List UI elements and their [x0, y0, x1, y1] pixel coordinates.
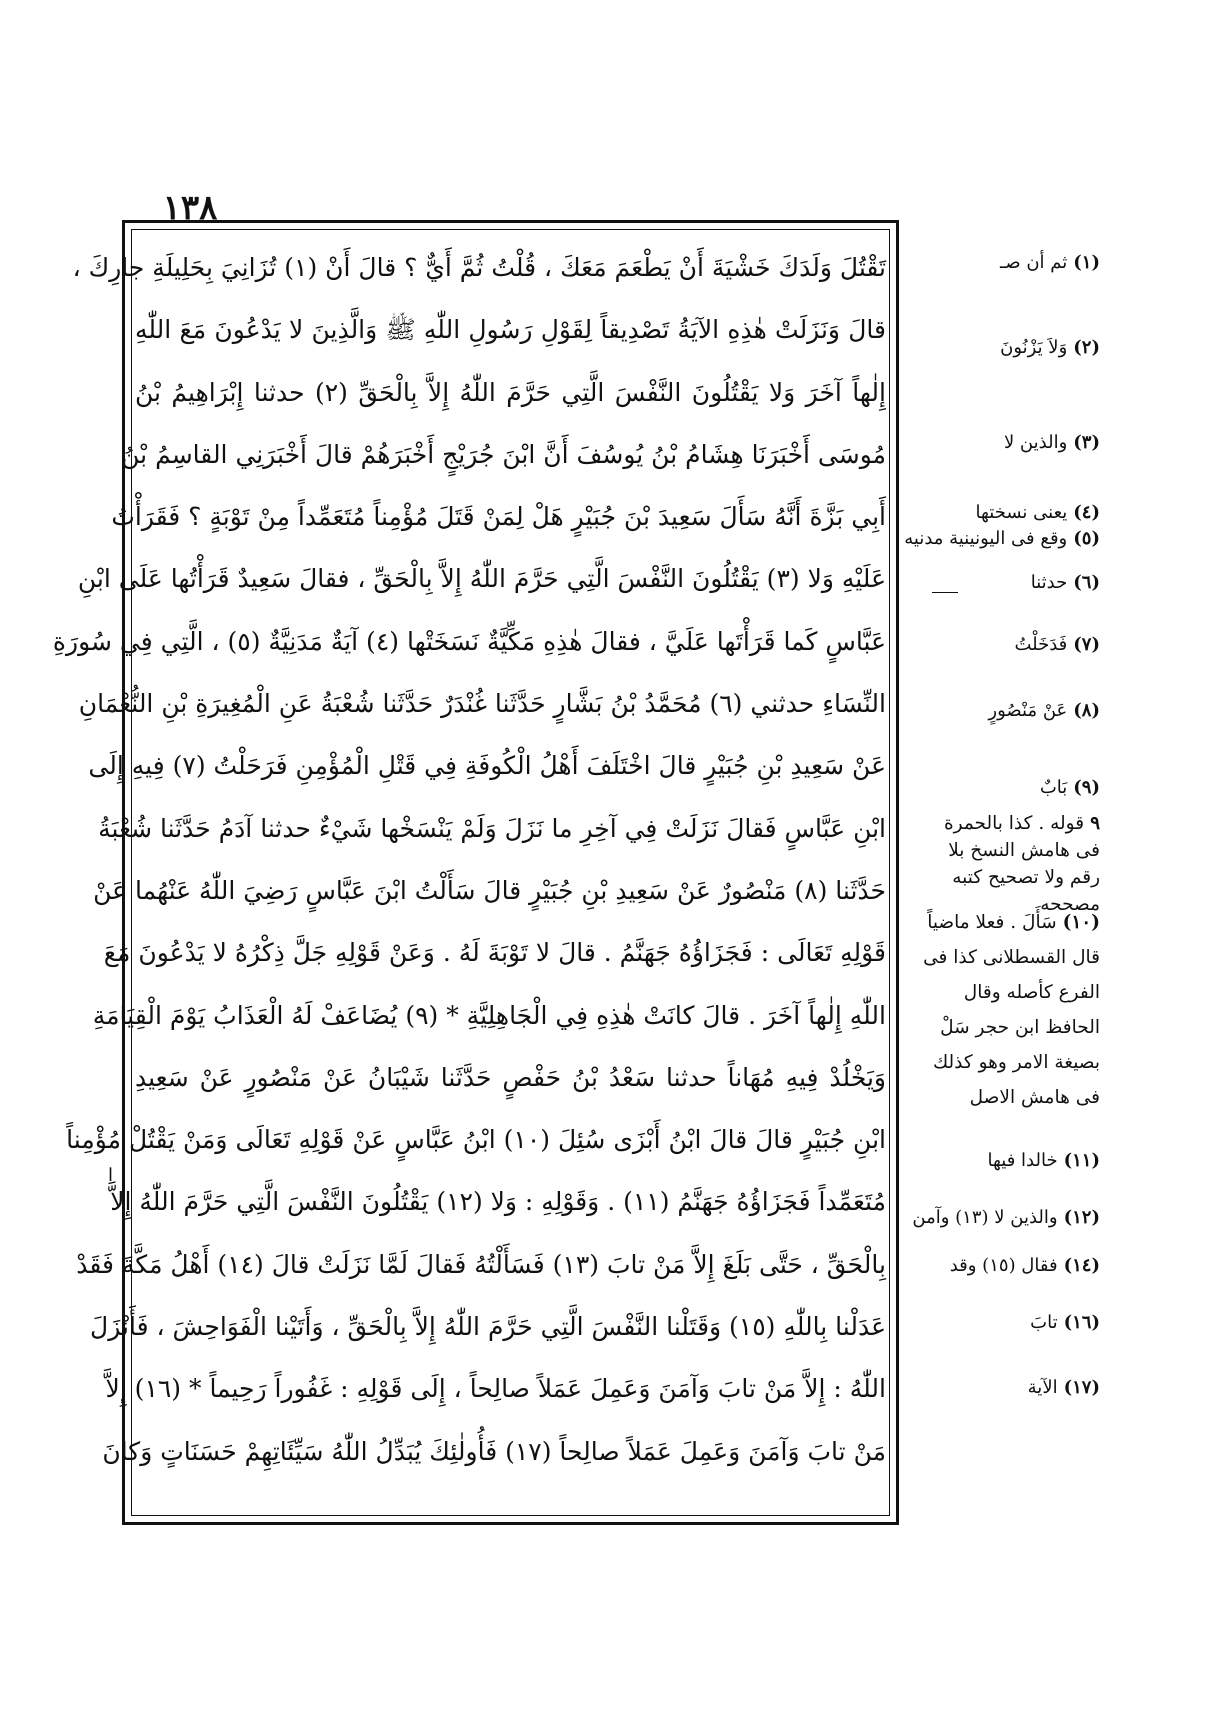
margin-note-number: (١٢)	[1063, 1207, 1100, 1228]
margin-note-number: ٩	[1090, 813, 1100, 834]
margin-note-number: (٧)	[1073, 634, 1100, 655]
margin-note-number: (٤)	[1073, 502, 1100, 523]
text-line: أَبِي بَزَّةَ أَنَّهُ سَأَلَ سَعِيدَ بْنَ جُبَيْرٍ هَلْ لِمَنْ قَتَلَ مُؤْمِناً مُتَعَمِّداً مِنْ تَوْبَةٍ ؟ فَقَرَأْتُ	[111, 502, 886, 532]
text-line: عَنْ سَعِيدِ بْنِ جُبَيْرٍ قالَ اخْتَلَفَ أَهْلُ الْكُوفَةِ فِي قَتْلِ الْمُؤْمِنِ فَرَحَلْتُ (٧) فِيهِ إِلَى	[88, 751, 886, 781]
text-line: إِلٰهاً آخَرَ وَلا يَقْتُلُونَ النَّفْسَ الَّتِي حَرَّمَ اللّٰهُ إِلاَّ بِالْحَقِّ (٢) حدثنا إِبْرَاهِيمُ بْنُ	[135, 377, 886, 407]
edge-mark: ا	[108, 1165, 114, 1186]
margin-note-text: تابَ	[1030, 1312, 1058, 1333]
text-line: النِّسَاءِ حدثني (٦) مُحَمَّدُ بْنُ بَشَّارٍ حَدَّثَنا غُنْدَرٌ حَدَّثَنا شُعْبَةُ عَنِ الْمُغِيرَةِ بْنِ النُّعْمَانِ	[78, 689, 886, 719]
margin-note-8	[915, 698, 1100, 724]
margin-note-number: (١)	[1073, 252, 1100, 273]
margin-note-text: حدثنا	[1030, 572, 1068, 593]
margin-note-text: وقع فى اليونينية مدنيه	[904, 528, 1068, 549]
margin-note-9	[915, 775, 1100, 801]
margin-note-number: (٢)	[1073, 337, 1100, 358]
text-frame	[52, 220, 899, 1525]
text-line: مُوسَى أَخْبَرَنَا هِشَامُ بْنُ يُوسُفَ أَنَّ ابْنَ جُرَيْجٍ أَخْبَرَهُمْ قالَ أَخْبَرَنِي القاسِمُ بْنُ	[121, 439, 886, 469]
margin-note-number: (٩)	[1073, 777, 1100, 798]
margin-note-text: والذين لا (١٣) وآمن	[912, 1207, 1058, 1228]
text-line: قَوْلِهِ تَعَالَى : فَجَزَاؤُهُ جَهَنَّمُ . قالَ لا تَوْبَةَ لَهُ . وَعَنْ قَوْلِهِ جَلَّ ذِكْرُهُ لا يَدْعُونَ مَعَ	[103, 938, 886, 968]
page-number: ١٣٨	[162, 188, 218, 228]
margin-note-9-remark	[915, 810, 1100, 918]
main-text-body	[52, 237, 886, 1483]
margin-note-text: وَلاَ يَزْنُونَ	[1000, 337, 1068, 358]
margin-note-3	[915, 430, 1100, 456]
margin-note-text: بَابٌ	[1039, 777, 1068, 798]
margin-note-6	[915, 570, 1100, 596]
text-line: مَنْ تابَ وَآمَنَ وَعَمِلَ عَمَلاً صالِحاً (١٧) فَأُولٰئِكَ يُبَدِّلُ اللّٰهُ سَيِّئَاتِهِمْ حَسَنَاتٍ وَكانَ	[102, 1436, 886, 1466]
margin-note-4	[915, 500, 1100, 526]
margin-note-text: خالدا فيها	[987, 1150, 1058, 1171]
margin-note-5	[904, 526, 1100, 552]
margin-note-number: (١٠)	[1062, 912, 1100, 933]
text-line: اللّٰهِ إِلٰهاً آخَرَ . قالَ كانَتْ هٰذِهِ فِي الْجَاهِلِيَّةِ * (٩) يُضَاعَفْ لَهُ الْعَذَابُ يَوْمَ الْقِيَامَةِ	[92, 1000, 886, 1030]
margin-note-text: يعنى نسختها	[975, 502, 1068, 523]
margin-note-14	[915, 1253, 1100, 1279]
margin-note-text: الآية	[1027, 1377, 1058, 1398]
margin-note-16	[915, 1310, 1100, 1336]
margin-note-text: عَنْ مَنْصُورٍ	[988, 700, 1068, 721]
text-line: تَقْتُلَ وَلَدَكَ خَشْيَةَ أَنْ يَطْعَمَ مَعَكَ ، قُلْتُ ثُمَّ أَيٌّ ؟ قالَ أَنْ (١) تُزَانِيَ بِحَلِيلَةِ جارِكَ ،	[72, 253, 886, 282]
margin-note-number: (٨)	[1073, 700, 1100, 721]
margin-note-1	[915, 250, 1100, 276]
margin-note-17	[915, 1375, 1100, 1401]
margin-note-text: ثم أن صـ	[1000, 252, 1068, 273]
margin-note-text: فقال (١٥) وقد	[949, 1255, 1058, 1276]
margin-note-text: قوله . كذا بالحمرة فى هامش النسخ بلا رقم ولا تصحيح كتبه مصححه	[943, 813, 1100, 915]
margin-note-10	[915, 905, 1100, 1115]
text-line: عَلَيْهِ وَلا (٣) يَقْتُلُونَ النَّفْسَ الَّتِي حَرَّمَ اللّٰهُ إِلاَّ بِالْحَقِّ ، فقالَ سَعِيدٌ قَرَأْتُها عَلَى ابْنِ	[77, 564, 886, 594]
margin-note-2	[915, 335, 1100, 361]
margin-note-number: (١٤)	[1063, 1255, 1100, 1276]
text-line: اللّٰهُ : إِلاَّ مَنْ تابَ وَآمَنَ وَعَمِلَ عَمَلاً صالِحاً ، إِلَى قَوْلِهِ : غَفُوراً رَحِيماً * (١٦) إِلاَّ	[105, 1374, 886, 1404]
margin-note-number: (١٧)	[1063, 1377, 1100, 1398]
text-line: عَدَلْنا بِاللّٰهِ (١٥) وَقَتَلْنا النَّفْسَ الَّتِي حَرَّمَ اللّٰهُ إِلاَّ بِالْحَقِّ ، وَأَتَيْنا الْفَوَاحِشَ ، فَأَنْزَلَ	[90, 1312, 886, 1342]
margin-note-number: (٦)	[1073, 572, 1100, 593]
margin-note-12	[912, 1205, 1100, 1231]
margin-note-number: (٣)	[1073, 432, 1100, 453]
text-line: ابْنِ عَبَّاسٍ فَقالَ نَزَلَتْ فِي آخِرِ ما نَزَلَ وَلَمْ يَنْسَخْها شَيْءٌ حدثنا آدَمُ حَدَّثَنا شُعْبَةُ	[98, 813, 886, 843]
margin-note-number: (١٦)	[1063, 1312, 1100, 1333]
margin-note-number: (٥)	[1073, 528, 1100, 549]
margin-note-text: سَأَلَ . فعلا ماضياً قال القسطلانى كذا فى الفرع كأصله وقال الحافظ ابن حجر سَلْ بصيغة الامر وهو كذلك فى هامش الاصل	[923, 912, 1100, 1108]
margin-note-11	[915, 1148, 1100, 1174]
text-line: قالَ وَنَزَلَتْ هٰذِهِ الآيَةُ تَصْدِيقاً لِقَوْلِ رَسُولِ اللّٰهِ ﷺ وَالَّذِينَ لا يَدْعُونَ مَعَ اللّٰهِ	[135, 315, 886, 345]
text-line: حَدَّثَنا (٨) مَنْصُورٌ عَنْ سَعِيدِ بْنِ جُبَيْرٍ قالَ سَأَلْتُ ابْنَ عَبَّاسٍ رَضِيَ اللّٰهُ عَنْهُما عَنْ	[93, 875, 886, 905]
text-line: وَيَخْلُدْ فِيهِ مُهَاناً حدثنا سَعْدُ بْنُ حَفْصٍ حَدَّثَنا شَيْبَانُ عَنْ مَنْصُورٍ عَنْ سَعِيدِ	[135, 1062, 886, 1092]
text-line: بِالْحَقِّ ، حَتَّى بَلَغَ إِلاَّ مَنْ تابَ (١٣) فَسَأَلْتُهُ فَقالَ لَمَّا نَزَلَتْ قالَ (١٤) أَهْلُ مَكَّةَ فَقَدْ	[76, 1249, 886, 1279]
margin-note-text: فَدَخَلْتُ	[1014, 634, 1068, 655]
text-line: مُتَعَمِّداً فَجَزَاؤُهُ جَهَنَّمُ (١١) . وَقَوْلِهِ : وَلا (١٢) يَقْتُلُونَ النَّفْسَ الَّتِي حَرَّمَ اللّٰهُ إِلاَّ	[110, 1187, 886, 1217]
text-line: عَبَّاسٍ كَما قَرَأْتَها عَلَيَّ ، فقالَ هٰذِهِ مَكِّيَّةٌ نَسَخَتْها (٤) آيَةٌ مَدَنِيَّةٌ (٥) ، الَّتِي فِي سُورَةِ	[52, 626, 886, 656]
margin-note-7	[915, 632, 1100, 658]
margin-note-number: (١١)	[1063, 1150, 1100, 1171]
margin-note-text: والذين لا	[1003, 432, 1068, 453]
text-line: ابْنِ جُبَيْرٍ قالَ قالَ ابْنُ أَبْزَى سُئِلَ (١٠) ابْنُ عَبَّاسٍ عَنْ قَوْلِهِ تَعَالَى وَمَنْ يَقْتُلْ مُؤْمِناً	[66, 1125, 886, 1155]
